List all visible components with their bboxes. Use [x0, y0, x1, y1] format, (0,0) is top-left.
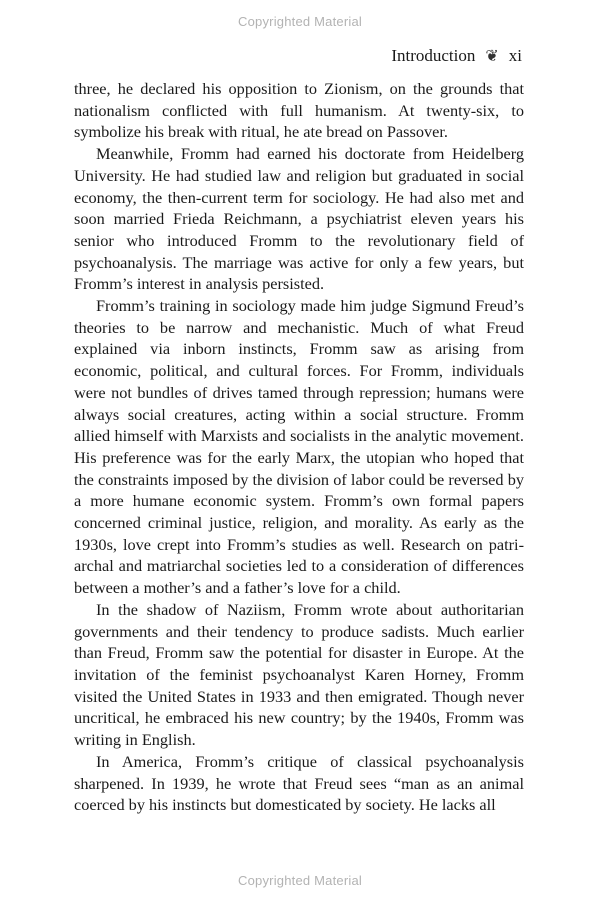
- page-number: xi: [508, 46, 522, 65]
- fleuron-icon: ❦: [485, 48, 499, 65]
- copyright-watermark-top: Copyrighted Material: [238, 14, 362, 29]
- paragraph: In America, Fromm’s critique of classical psychoanalysis sharpened. In 1939, he wrote that Freud sees “man as an animal coerced by his instincts but domesticated by society. He lacks all: [74, 751, 524, 815]
- paragraph: three, he declared his opposition to Zionism, on the grounds that nationalism conflicted with full humanism. At twenty-six, to symbolize his break with ritual, he ate bread on Passover.: [74, 79, 524, 142]
- body-text: [74, 78, 524, 816]
- running-head: [391, 46, 522, 66]
- paragraph: Meanwhile, Fromm had earned his doctorate from Heidelberg University. He had studied law and religion but graduated in social economy, the then-current term for sociology. He had also met and soon married Frieda Reichmann, a psychiatrist eleven years his senior who introduced Fromm to the revolutionary field of psychoanalysis. The marriage was active for only a few years, but Fromm’s interest in analysis persisted.: [74, 144, 524, 294]
- paragraph: Fromm’s training in sociology made him judge Sigmund Freud’s theories to be narrow and mechanistic. Much of what Freud explained via inborn instincts, Fromm saw as arising from economic, political, and cultural forces. For Fromm, individuals were not bundles of drives tamed through repression; humans were always social creatures, acting within a social structure. Fromm allied himself with Marxists and socialists in the analytic movement. His preference was for the early Marx, the utopian who hoped that the constraints imposed by the division of labor could be reversed by a more humane economic system. Fromm’s own formal papers concerned criminal justice, religion, and morality. As early as the 1930s, love crept into Fromm’s studies as well. Research on patriarchal and matriarchal societies led to a consideration of differences between a mother’s and a father’s love for a child.: [74, 296, 524, 598]
- copyright-watermark-bottom: Copyrighted Material: [238, 873, 362, 888]
- section-title: Introduction: [391, 46, 476, 65]
- paragraph: In the shadow of Naziism, Fromm wrote about authoritarian governments and their tendency to produce sadists. Much earlier than Freud, Fromm saw the potential for disaster in Europe. At the invitation of the feminist psychoanalyst Karen Horney, Fromm visited the United States in 1933 and then emigrated. Though never uncritical, he embraced his new country; by the 1940s, Fromm was writing in English.: [74, 599, 524, 750]
